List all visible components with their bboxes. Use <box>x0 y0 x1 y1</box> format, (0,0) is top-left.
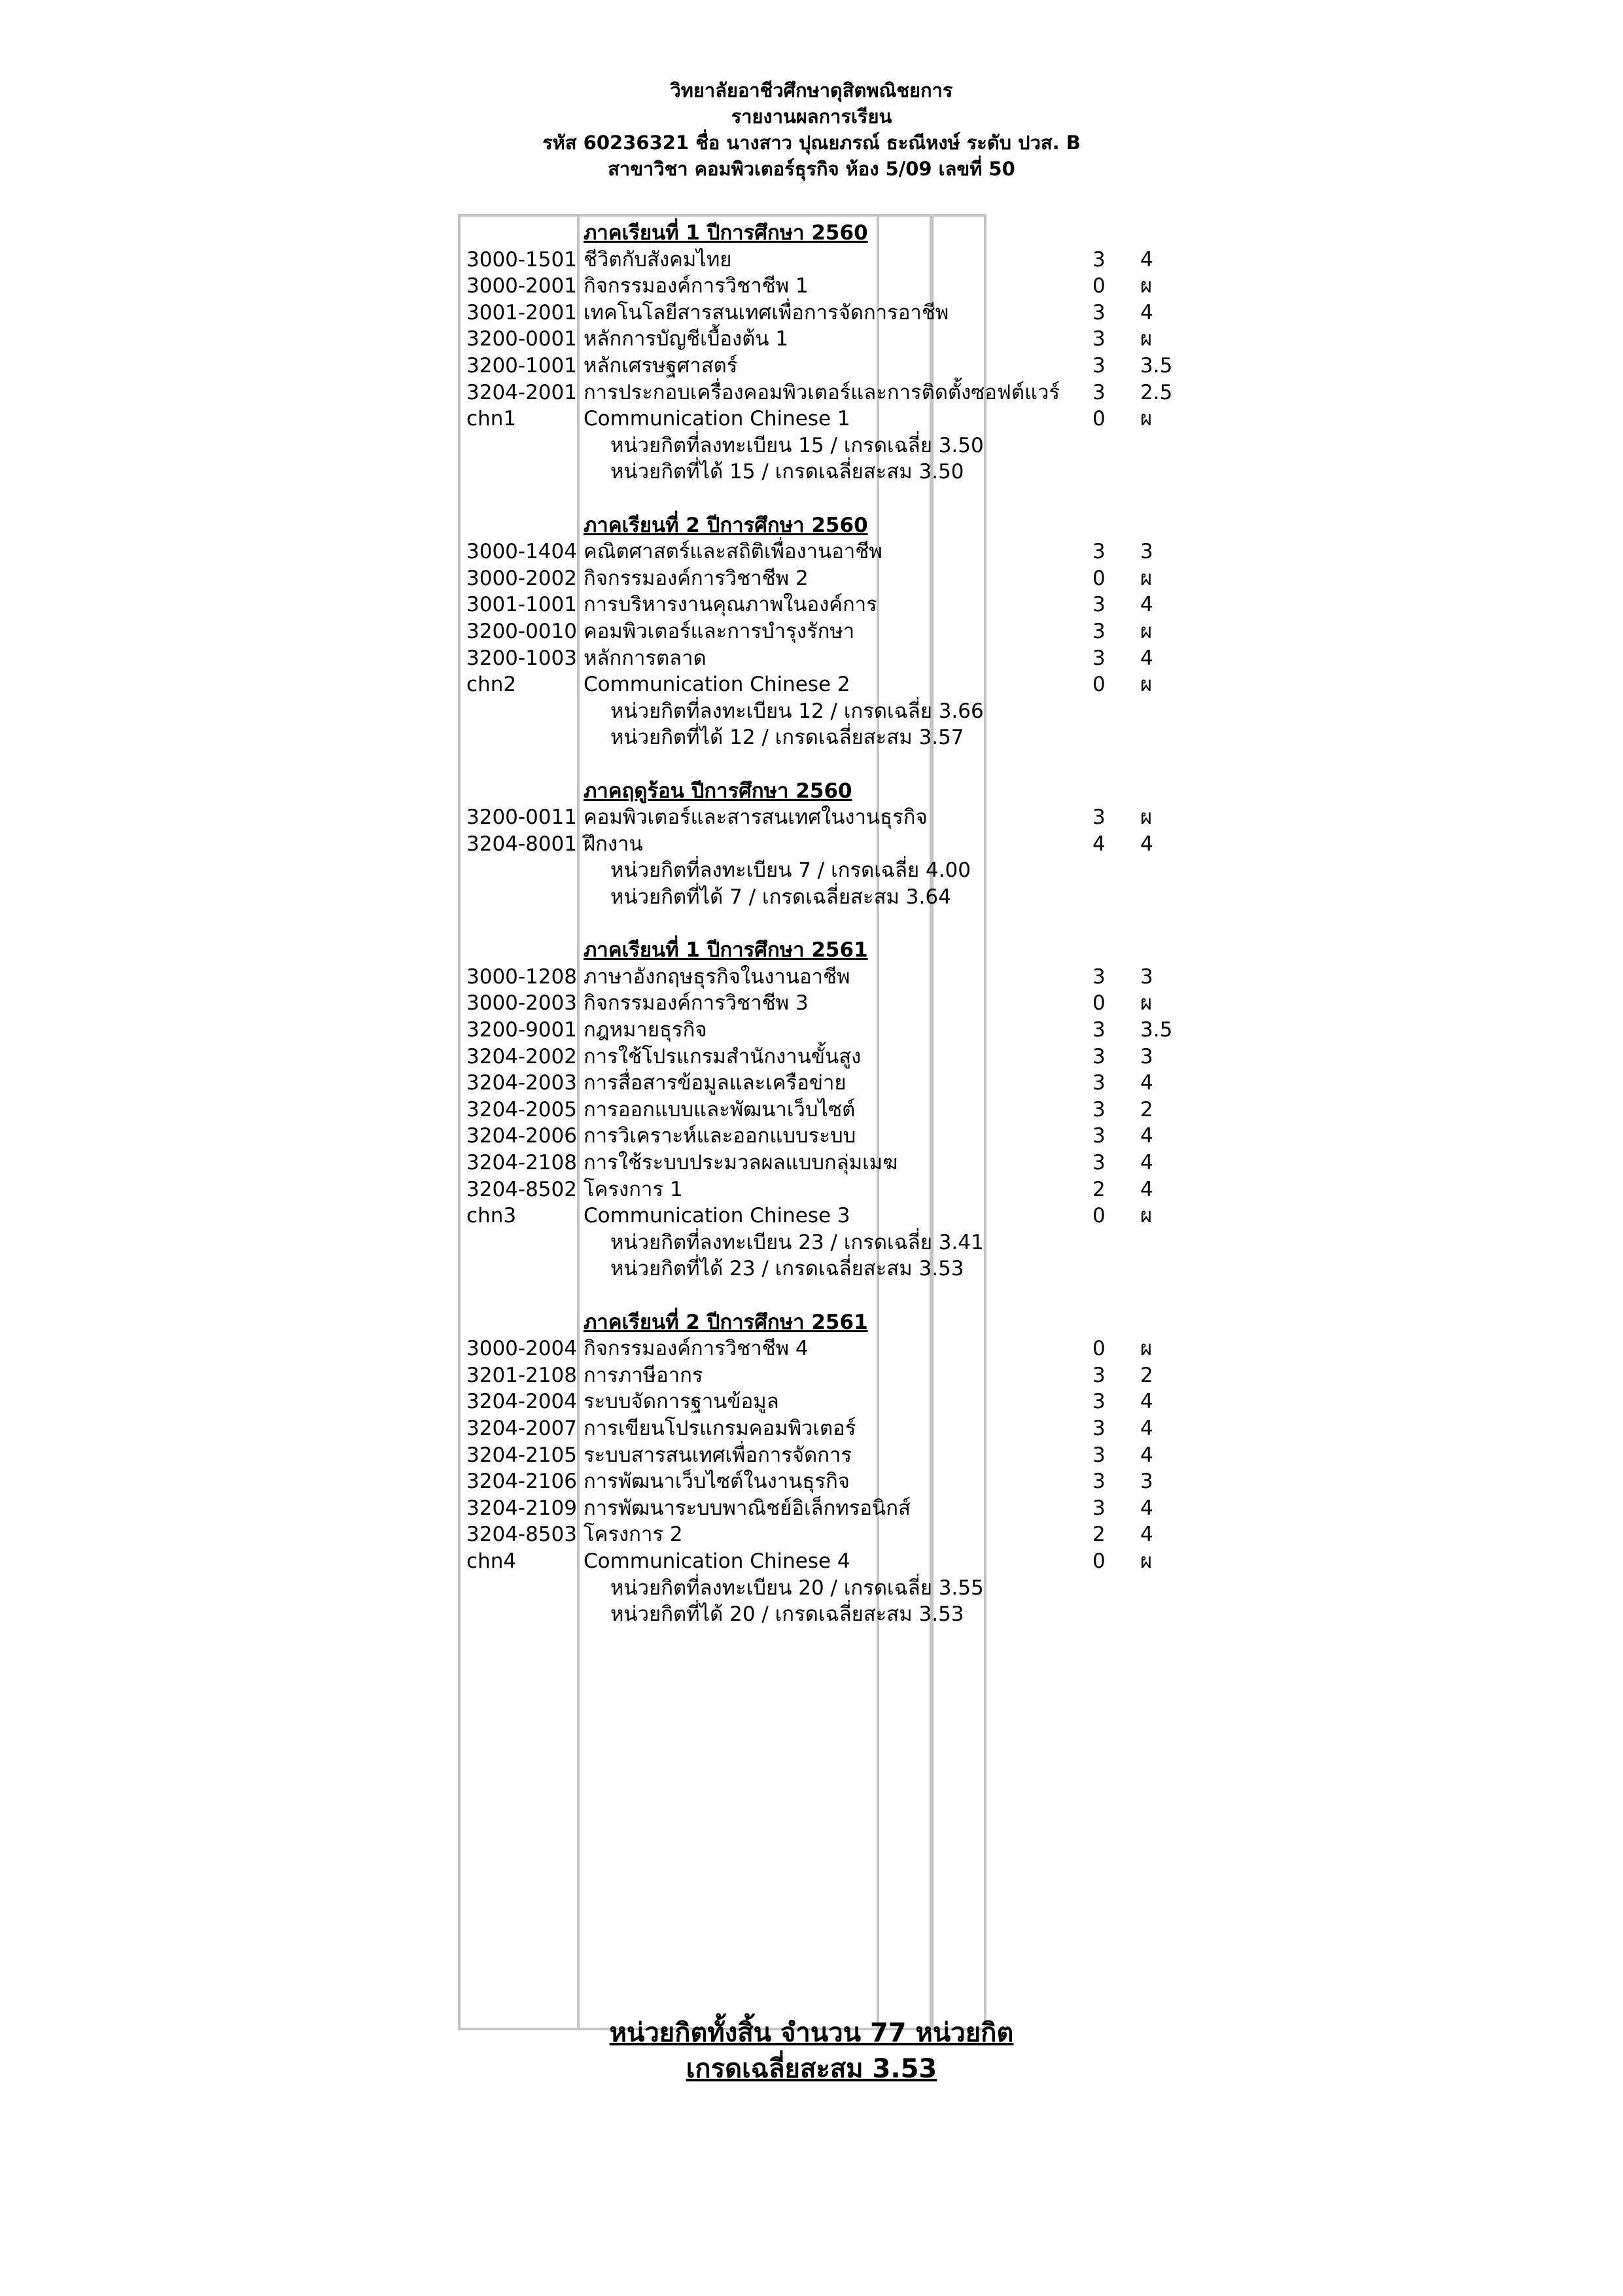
course-grade: ผ <box>1140 805 1153 830</box>
course-name: คอมพิวเตอร์และการบำรุงรักษา <box>584 620 855 643</box>
course-credit: 3 <box>1092 646 1106 670</box>
course-code: 3200-1003 <box>466 646 577 670</box>
course-name: กฎหมายธุรกิจ <box>584 1018 707 1042</box>
course-grade: ผ <box>1140 673 1153 697</box>
course-grade: 4 <box>1140 1523 1153 1547</box>
course-code: 3204-2003 <box>466 1071 577 1095</box>
course-code: 3000-1404 <box>466 540 577 564</box>
course-code: 3001-2001 <box>466 300 577 325</box>
report-title: รายงานผลการเรียน <box>731 105 892 128</box>
course-grade: 4 <box>1140 247 1153 272</box>
course-grade: 4 <box>1140 1443 1153 1467</box>
course-credit: 3 <box>1092 1044 1106 1069</box>
course-code: chn4 <box>466 1549 517 1573</box>
term-registered-summary: หน่วยกิตที่ลงทะเบียน 15 / เกรดเฉลี่ย 3.50 <box>610 433 984 457</box>
course-credit: 0 <box>1092 673 1106 697</box>
course-code: chn1 <box>466 407 517 431</box>
course-credit: 0 <box>1092 407 1106 431</box>
course-grade: ผ <box>1140 407 1153 431</box>
course-credit: 4 <box>1092 832 1106 856</box>
course-credit: 3 <box>1092 593 1106 617</box>
course-credit: 0 <box>1092 566 1106 590</box>
course-name: การภาษีอากร <box>584 1363 703 1387</box>
course-name: การสื่อสารข้อมูลและเครือข่าย <box>584 1071 846 1095</box>
course-grade: ผ <box>1140 991 1153 1016</box>
course-name: กิจกรรมองค์การวิชาชีพ 3 <box>584 991 809 1016</box>
course-code: 3204-2005 <box>466 1097 577 1122</box>
course-credit: 3 <box>1092 300 1106 325</box>
course-grade: 4 <box>1140 1071 1153 1095</box>
course-grade: 2.5 <box>1140 380 1173 404</box>
course-code: 3200-0010 <box>466 620 577 643</box>
course-code: 3204-2109 <box>466 1496 577 1520</box>
term-registered-summary: หน่วยกิตที่ลงทะเบียน 20 / เกรดเฉลี่ย 3.55 <box>610 1576 984 1600</box>
course-code: 3200-0011 <box>466 805 577 830</box>
term-earned-summary: หน่วยกิตที่ได้ 7 / เกรดเฉลี่ยสะสม 3.64 <box>610 885 951 909</box>
course-credit: 3 <box>1092 1018 1106 1042</box>
term-title: ภาคฤดูร้อน ปีการศึกษา 2560 <box>584 779 852 803</box>
course-name: การเขียนโปรแกรมคอมพิวเตอร์ <box>584 1417 856 1440</box>
course-name: โครงการ 2 <box>584 1523 683 1547</box>
course-credit: 3 <box>1092 247 1106 272</box>
report-header <box>0 77 1623 182</box>
course-credit: 3 <box>1092 1097 1106 1122</box>
course-name: Communication Chinese 1 <box>584 407 850 431</box>
total-credits: หน่วยกิตทั้งสิ้น จำนวน 77 หน่วยกิต <box>609 2018 1014 2048</box>
course-code: 3000-2004 <box>466 1337 577 1361</box>
course-credit: 0 <box>1092 1204 1106 1228</box>
course-code: 3000-2001 <box>466 274 577 298</box>
course-name: ระบบจัดการฐานข้อมูล <box>584 1390 779 1414</box>
student-info: รหัส 60236321 ชื่อ นางสาว ปุณยภรณ์ ธะณีหงษ์ ระดับ ปวส. B <box>542 132 1081 154</box>
course-credit: 3 <box>1092 1363 1106 1387</box>
course-grade: ผ <box>1140 1549 1153 1573</box>
term-registered-summary: หน่วยกิตที่ลงทะเบียน 7 / เกรดเฉลี่ย 4.00 <box>610 858 971 883</box>
course-grade: 4 <box>1140 1417 1153 1440</box>
term-earned-summary: หน่วยกิตที่ได้ 12 / เกรดเฉลี่ยสะสม 3.57 <box>610 726 964 750</box>
course-credit: 2 <box>1092 1177 1106 1201</box>
course-code: 3200-9001 <box>466 1018 577 1042</box>
course-grade: 4 <box>1140 832 1153 856</box>
course-credit: 0 <box>1092 991 1106 1016</box>
course-name: คอมพิวเตอร์และสารสนเทศในงานธุรกิจ <box>584 805 928 830</box>
course-code: chn2 <box>466 673 517 697</box>
course-grade: ผ <box>1140 327 1153 351</box>
course-name: ภาษาอังกฤษธุรกิจในงานอาชีพ <box>584 964 850 989</box>
course-code: 3204-2006 <box>466 1124 577 1148</box>
credit-column-border <box>877 214 932 2030</box>
term-registered-summary: หน่วยกิตที่ลงทะเบียน 23 / เกรดเฉลี่ย 3.41 <box>610 1230 984 1254</box>
term-earned-summary: หน่วยกิตที่ได้ 23 / เกรดเฉลี่ยสะสม 3.53 <box>610 1257 964 1281</box>
course-name: คณิตศาสตร์และสถิติเพื่องานอาชีพ <box>584 540 882 564</box>
course-grade: ผ <box>1140 566 1153 590</box>
course-code: 3000-1208 <box>466 964 577 989</box>
course-code: 3201-2108 <box>466 1363 577 1387</box>
course-grade: 2 <box>1140 1363 1153 1387</box>
course-code: 3204-2001 <box>466 380 577 404</box>
course-code: 3204-8503 <box>466 1523 577 1547</box>
course-credit: 3 <box>1092 964 1106 989</box>
term-title: ภาคเรียนที่ 1 ปีการศึกษา 2560 <box>584 221 868 245</box>
course-name: เทคโนโลยีสารสนเทศเพื่อการจัดการอาชีพ <box>584 300 949 325</box>
course-grade: ผ <box>1140 620 1153 643</box>
course-grade: 3.5 <box>1140 354 1173 378</box>
course-credit: 3 <box>1092 1417 1106 1440</box>
course-name: การพัฒนาระบบพาณิชย์อิเล็กทรอนิกส์ <box>584 1496 911 1520</box>
course-name: กิจกรรมองค์การวิชาชีพ 1 <box>584 274 809 298</box>
course-credit: 3 <box>1092 1443 1106 1467</box>
course-credit: 3 <box>1092 1470 1106 1494</box>
course-name: ฝึกงาน <box>584 832 643 856</box>
course-name: การพัฒนาเว็บไซต์ในงานธุรกิจ <box>584 1470 850 1494</box>
term-title: ภาคเรียนที่ 1 ปีการศึกษา 2561 <box>584 938 868 963</box>
course-name: การประกอบเครื่องคอมพิวเตอร์และการติดตั้งซอฟต์แวร์ <box>584 380 1060 404</box>
course-name: โครงการ 1 <box>584 1177 683 1201</box>
course-code: 3204-2004 <box>466 1390 577 1414</box>
term-registered-summary: หน่วยกิตที่ลงทะเบียน 12 / เกรดเฉลี่ย 3.66 <box>610 699 984 723</box>
course-credit: 0 <box>1092 1337 1106 1361</box>
course-name: Communication Chinese 3 <box>584 1204 850 1228</box>
course-code: 3204-8502 <box>466 1177 577 1201</box>
term-earned-summary: หน่วยกิตที่ได้ 20 / เกรดเฉลี่ยสะสม 3.53 <box>610 1602 964 1627</box>
course-code: 3000-1501 <box>466 247 577 272</box>
course-code: 3204-2105 <box>466 1443 577 1467</box>
course-credit: 3 <box>1092 1151 1106 1174</box>
course-code: 3204-2108 <box>466 1151 577 1174</box>
course-grade: 2 <box>1140 1097 1153 1122</box>
course-grade: 3 <box>1140 540 1153 564</box>
course-name: การใช้โปรแกรมสำนักงานขั้นสูง <box>584 1044 862 1069</box>
course-code: 3200-1001 <box>466 354 577 378</box>
course-grade: 4 <box>1140 1151 1153 1174</box>
course-name: การออกแบบและพัฒนาเว็บไซต์ <box>584 1097 856 1122</box>
course-credit: 3 <box>1092 1390 1106 1414</box>
course-name: การวิเคราะห์และออกแบบระบบ <box>584 1124 856 1148</box>
course-name: Communication Chinese 4 <box>584 1549 850 1573</box>
course-credit: 3 <box>1092 1071 1106 1095</box>
term-title: ภาคเรียนที่ 2 ปีการศึกษา 2560 <box>584 513 868 537</box>
course-credit: 3 <box>1092 620 1106 643</box>
course-grade: 4 <box>1140 593 1153 617</box>
course-name: การบริหารงานคุณภาพในองค์การ <box>584 593 877 617</box>
course-grade: 4 <box>1140 300 1153 325</box>
grade-column-border <box>931 214 986 2030</box>
course-grade: ผ <box>1140 1337 1153 1361</box>
course-credit: 3 <box>1092 354 1106 378</box>
program-info: สาขาวิชา คอมพิวเตอร์ธุรกิจ ห้อง 5/09 เลขที่ 50 <box>608 158 1015 180</box>
course-grade: 3.5 <box>1140 1018 1173 1042</box>
course-name: หลักเศรษฐศาสตร์ <box>584 354 738 378</box>
course-credit: 3 <box>1092 540 1106 564</box>
course-code: 3200-0001 <box>466 327 577 351</box>
course-grade: 3 <box>1140 1470 1153 1494</box>
course-code: 3204-2002 <box>466 1044 577 1069</box>
course-grade: ผ <box>1140 274 1153 298</box>
course-code: 3000-2002 <box>466 566 577 590</box>
course-credit: 3 <box>1092 327 1106 351</box>
course-code: 3000-2003 <box>466 991 577 1016</box>
course-grade: ผ <box>1140 1204 1153 1228</box>
course-name: Communication Chinese 2 <box>584 673 850 697</box>
course-code: chn3 <box>466 1204 517 1228</box>
course-grade: 4 <box>1140 646 1153 670</box>
college-name: วิทยาลัยอาชีวศึกษาดุสิตพณิชยการ <box>670 79 953 101</box>
course-grade: 3 <box>1140 1044 1153 1069</box>
course-credit: 0 <box>1092 274 1106 298</box>
cumulative-gpa: เกรดเฉลี่ยสะสม 3.53 <box>686 2054 937 2084</box>
course-name: กิจกรรมองค์การวิชาชีพ 2 <box>584 566 809 590</box>
course-grade: 4 <box>1140 1390 1153 1414</box>
course-credit: 3 <box>1092 1124 1106 1148</box>
course-code: 3204-2106 <box>466 1470 577 1494</box>
course-name: กิจกรรมองค์การวิชาชีพ 4 <box>584 1337 809 1361</box>
course-credit: 2 <box>1092 1523 1106 1547</box>
course-credit: 3 <box>1092 380 1106 404</box>
term-earned-summary: หน่วยกิตที่ได้ 15 / เกรดเฉลี่ยสะสม 3.50 <box>610 460 964 484</box>
course-name: การใช้ระบบประมวลผลแบบกลุ่มเมฆ <box>584 1151 898 1174</box>
course-grade: 4 <box>1140 1177 1153 1201</box>
course-credit: 3 <box>1092 805 1106 830</box>
course-name: ระบบสารสนเทศเพื่อการจัดการ <box>584 1443 852 1467</box>
course-code: 3204-2007 <box>466 1417 577 1440</box>
course-name: ชีวิตกับสังคมไทย <box>584 247 732 272</box>
course-name: หลักการตลาด <box>584 646 707 670</box>
course-code: 3001-1001 <box>466 593 577 617</box>
course-grade: 3 <box>1140 964 1153 989</box>
course-credit: 3 <box>1092 1496 1106 1520</box>
course-credit: 0 <box>1092 1549 1106 1573</box>
course-name: หลักการบัญชีเบื้องต้น 1 <box>584 327 789 351</box>
course-grade: 4 <box>1140 1496 1153 1520</box>
course-grade: 4 <box>1140 1124 1153 1148</box>
course-code: 3204-8001 <box>466 832 577 856</box>
term-title: ภาคเรียนที่ 2 ปีการศึกษา 2561 <box>584 1310 868 1334</box>
